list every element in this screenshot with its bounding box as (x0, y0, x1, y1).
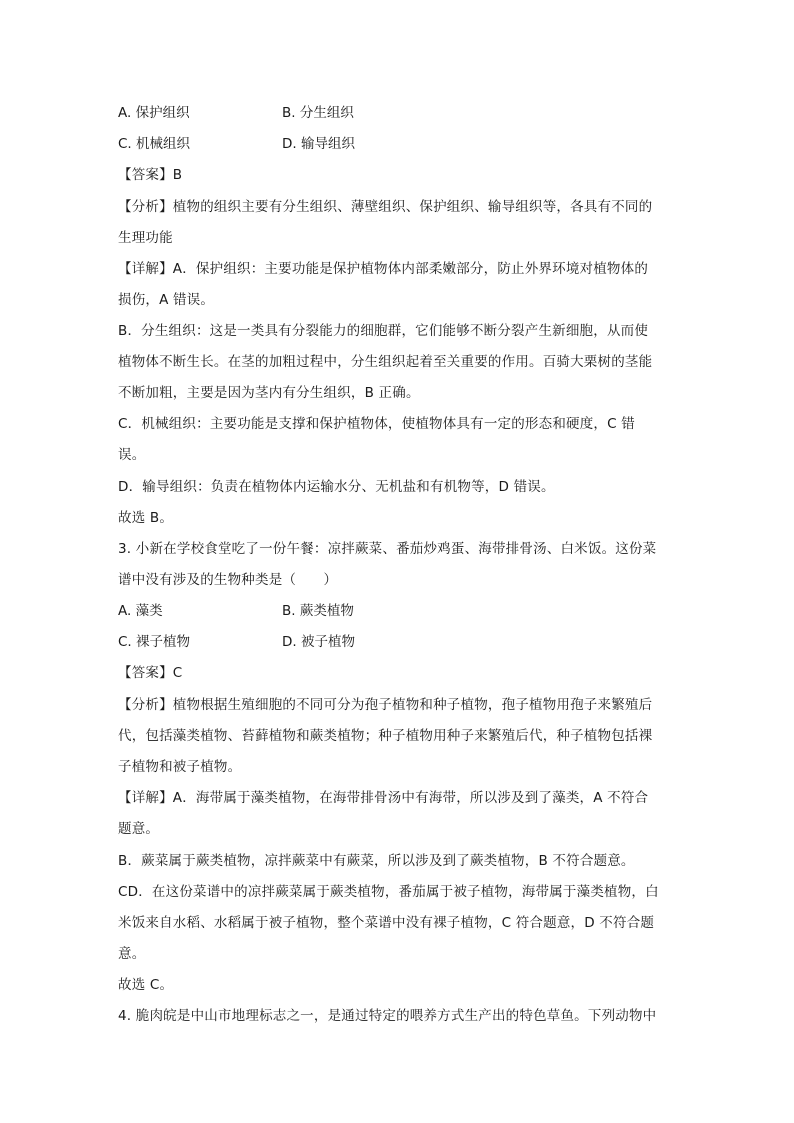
q2-detail-line: 【详解】A．保护组织：主要功能是保护植物体内部柔嫩部分，防止外界环境对植物体的 (118, 261, 649, 277)
q3-option-a: A. 藻类 (118, 603, 163, 619)
q2-detail-line: B．分生组织：这是一类具有分裂能力的细胞群，它们能够不断分裂产生新细胞，从而使 (118, 323, 649, 339)
q3-answer: 【答案】C (118, 665, 183, 681)
q3-detail-line: CD．在这份菜谱中的凉拌蕨菜属于蕨类植物，番茄属于被子植物，海带属于藻类植物，白 (118, 884, 659, 900)
q3-analysis-line: 【分析】植物根据生殖细胞的不同可分为孢子植物和种子植物，孢子植物用孢子来繁殖后 (118, 697, 653, 713)
q2-detail-line: D．输导组织：负责在植物体内运输水分、无机盐和有机物等，D 错误。 (118, 479, 555, 495)
q3-analysis-line: 子植物和被子植物。 (118, 759, 242, 775)
q3-conclusion: 故选 C。 (118, 977, 174, 993)
q3-detail-line: 【详解】A．海带属于藻类植物，在海带排骨汤中有海带，所以涉及到了藻类，A 不符合 (118, 790, 649, 806)
q3-option-c: C. 裸子植物 (118, 634, 191, 650)
q2-analysis-line: 生理功能 (118, 230, 173, 246)
q2-detail-line: C．机械组织：主要功能是支撑和保护植物体，使植物体具有一定的形态和硬度，C 错 (118, 416, 635, 432)
q3-stem-line: 谱中没有涉及的生物种类是（ ） (118, 572, 338, 588)
q3-detail-line: 米饭来自水稻、水稻属于被子植物，整个菜谱中没有裸子植物，C 符合题意，D 不符合题 (118, 915, 655, 931)
q2-option-d: D. 输导组织 (282, 136, 355, 152)
q4-stem-line: 4. 脆肉皖是中山市地理标志之一，是通过特定的喂养方式生产出的特色草鱼。下列动物中 (118, 1008, 657, 1024)
q3-stem-line: 3. 小新在学校食堂吃了一份午餐：凉拌蕨菜、番茄炒鸡蛋、海带排骨汤、白米饭。这份菜 (118, 541, 657, 557)
q3-option-d: D. 被子植物 (282, 634, 355, 650)
q2-option-a: A. 保护组织 (118, 105, 190, 121)
q3-detail-line: 题意。 (118, 821, 160, 837)
q2-detail-line: 误。 (118, 447, 146, 463)
q2-detail-line: 植物体不断生长。在茎的加粗过程中，分生组织起着至关重要的作用。百骑大栗树的茎能 (118, 354, 653, 370)
q3-detail-line: 意。 (118, 946, 146, 962)
q2-answer: 【答案】B (118, 167, 183, 183)
q2-detail-line: 不断加粗，主要是因为茎内有分生组织，B 正确。 (118, 385, 420, 401)
q2-detail-line: 损伤，A 错误。 (118, 292, 215, 308)
q3-detail-line: B．蕨菜属于蕨类植物，凉拌蕨菜中有蕨菜，所以涉及到了蕨类植物，B 不符合题意。 (118, 853, 635, 869)
q3-option-b: B. 蕨类植物 (282, 603, 354, 619)
q3-analysis-line: 代，包括藻类植物、苔藓植物和蕨类植物；种子植物用种子来繁殖后代，种子植物包括裸 (118, 728, 653, 744)
q2-option-b: B. 分生组织 (282, 105, 354, 121)
q2-analysis-line: 【分析】植物的组织主要有分生组织、薄壁组织、保护组织、输导组织等，各具有不同的 (118, 199, 653, 215)
q2-option-c: C. 机械组织 (118, 136, 191, 152)
q2-conclusion: 故选 B。 (118, 510, 174, 526)
